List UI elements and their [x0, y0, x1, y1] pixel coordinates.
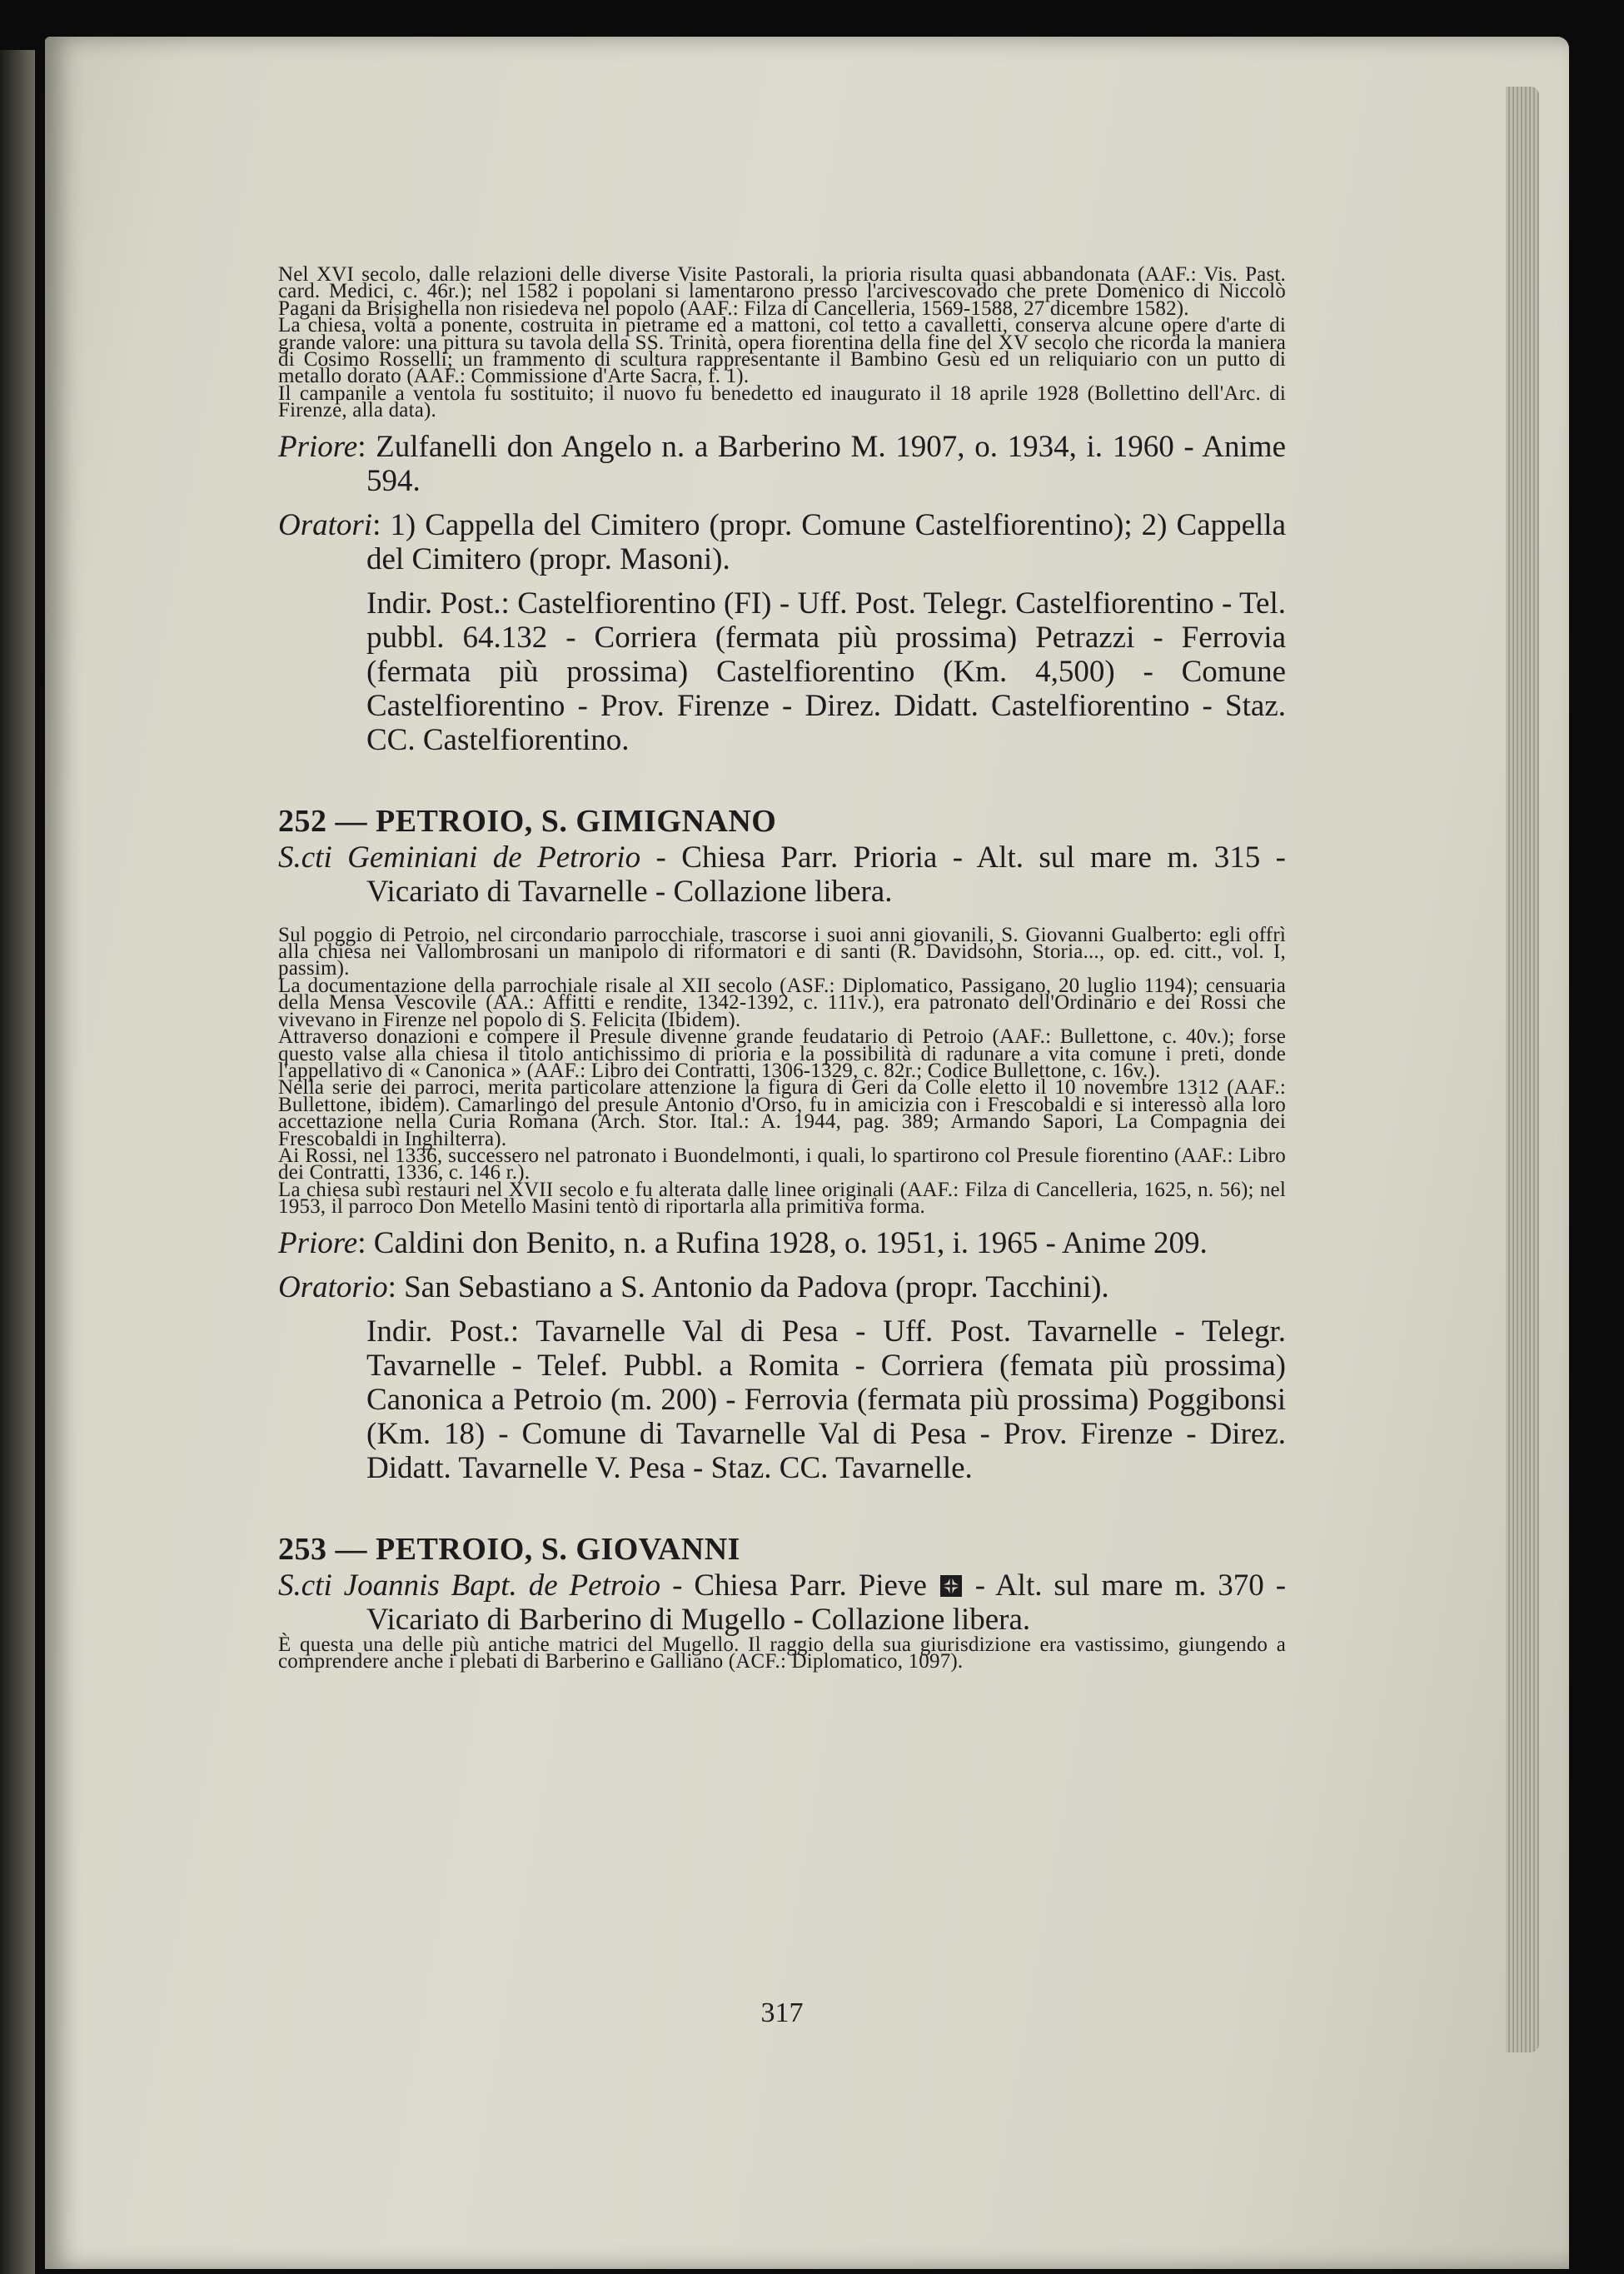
latin-name: S.cti Geminiani de Petrorio: [278, 840, 641, 875]
oratorio-text: San Sebastiano a S. Antonio da Padova (propr. Tacchini).: [404, 1269, 1109, 1304]
note-paragraph: La chiesa, volta a ponente, costruita in pietrame ed a mattoni, col tetto a cavalletti, conserva alcune opere d'arte di grande valore: una pittura su tavola della SS. Trinità, opera fiorentina della fine del XV secolo che ricorda la maniera di Cosimo Rosselli; un frammento di scultura rappresentante il Bambino Gesù ed un reliquiario con un putto di metallo dorato (AAF.: Commissione d'Arte Sacra, f. 1).: [278, 314, 1286, 388]
page-content: [278, 263, 1287, 2028]
note-paragraph: Nel XVI secolo, dalle relazioni delle diverse Visite Pastorali, la prioria risulta quasi abbandonata (AAF.: Vis. Past. card. Medici, c. 46r.); nel 1582 i popolani si lamentarono presso l'arcivescovado che prete Domenico di Niccolò Pagani da Brisighella non risiedeva nel popolo (AAF.: Filza di Cancelleria, 1569-1588, 27 dicembre 1582).: [278, 263, 1286, 320]
indirizzo-postale: Indir. Post.: Tavarnelle Val di Pesa - Uff. Post. Tavarnelle - Telegr. Tavarnelle - Telef. Pubbl. a Romita - Corriera (femata più prossima) Canonica a Petroio (m. 200) - Ferrovia (fermata più prossima) Poggibonsi (Km. 18) - Comune di Tavarnelle Val di Pesa - Prov. Firenze - Direz. Didatt. Tavarnelle V. Pesa - Staz. CC. Tavarnelle.: [366, 1314, 1286, 1485]
note-paragraph: Nella serie dei parroci, merita particolare attenzione la figura di Geri da Colle eletto il 10 novembre 1312 (AAF.: Bullettone, ibidem). Camarlingo del presule Antonio d'Orso, fu in amicizia con i Frescobaldi e si interessò alla loro accettazione nella Curia Romana (Arch. Stor. Ital.: A. 1944, pag. 389; Armando Sapori, La Compagnia dei Frescobaldi in Inghilterra).: [278, 1076, 1286, 1150]
entry-253-description: [278, 1568, 1286, 1637]
entry-253-heading: 253 — PETROIO, S. GIOVANNI: [278, 1531, 740, 1567]
note-paragraph: Attraverso donazioni e compere il Presule divenne grande feudatario di Petroio (AAF.: Bullettone, c. 40v.); forse questo valse alla chiesa il titolo antichissimo di prioria e la possibilità di radunare a vita comune i preti, donde l'appellativo di « Canonica » (AAF.: Libro dei Contratti, 1306-1329, c. 82r.; Codice Bullettone, c. 16v.).: [278, 1025, 1286, 1082]
priore-label: Priore: [278, 1225, 358, 1260]
page-stack-edge: [1506, 87, 1539, 2052]
oratori-label: Oratori: [278, 507, 373, 542]
priore-label: Priore: [278, 429, 358, 464]
description-text-b: - Alt. sul mare m. 370 - Vicariato di Barberino di Mugello - Collazione libera.: [366, 1568, 1287, 1637]
description-text-a: - Chiesa Parr. Pieve: [672, 1568, 927, 1603]
left-page-edge: [0, 50, 35, 2274]
oratori-text: 1) Cappella del Cimitero (propr. Comune Castelfiorentino); 2) Cappella del Cimitero (propr. Masoni).: [366, 507, 1287, 576]
note-paragraph: Ai Rossi, nel 1336, successero nel patronato i Buondelmonti, i quali, lo spartirono col Presule fiorentino (AAF.: Libro dei Contratti, 1336, c. 146 r.).: [278, 1144, 1286, 1184]
entry-252-heading: 252 — PETROIO, S. GIMIGNANO: [278, 803, 777, 839]
note-paragraph: Il campanile a ventola fu sostituito; il nuovo fu benedetto ed inaugurato il 18 aprile 1928 (Bollettino dell'Arc. di Firenze, alla data).: [278, 381, 1286, 422]
oratori-line: Oratori: 1) Cappella del Cimitero (propr. Comune Castelfiorentino); 2) Cappella del Cimitero (propr. Masoni).: [278, 507, 1287, 576]
oratorio-line: Oratorio: San Sebastiano a S. Antonio da Padova (propr. Tacchini).: [278, 1269, 1109, 1304]
entry-251-notes: [278, 263, 1286, 422]
pieve-cross-icon: [939, 1573, 964, 1598]
indirizzo-postale: Indir. Post.: Castelfiorentino (FI) - Uff. Post. Telegr. Castelfiorentino - Tel. pubbl. 64.132 - Corriera (fermata più prossima) Petrazzi - Ferrovia (fermata più prossima) Castelfiorentino (Km. 4,500) - Comune Castelfiorentino - Prov. Firenze - Direz. Didatt. Castelfiorentino - Staz. CC. Castelfiorentino.: [366, 586, 1286, 757]
priore-line: Priore: Zulfanelli don Angelo n. a Barberino M. 1907, o. 1934, i. 1960 - Anime 594.: [278, 429, 1286, 498]
entry-253-notes: [278, 1633, 1286, 1673]
note-paragraph: La documentazione della parrochiale risale al XII secolo (ASF.: Diplomatico, Passigano, 20 luglio 1194); censuaria della Mensa Vescovile (AA.: Affitti e rendite, 1342-1392, c. 111v.), era patronato dell'Ordinario e dei Rossi che vivevano in Firenze nel popolo di S. Felicita (Ibidem).: [278, 974, 1286, 1031]
priore-text: Caldini don Benito, n. a Rufina 1928, o. 1951, i. 1965 - Anime 209.: [373, 1225, 1208, 1260]
note-paragraph: La chiesa subì restauri nel XVII secolo e fu alterata dalle linee originali (AAF.: Filza di Cancelleria, 1625, n. 56); nel 1953, il parroco Don Metello Masini tentò di riportarla alla primitiva forma.: [278, 1178, 1286, 1219]
priore-text: Zulfanelli don Angelo n. a Barberino M. 1907, o. 1934, i. 1960 - Anime 594.: [366, 429, 1286, 498]
page-number: 317: [760, 1997, 804, 2028]
oratorio-label: Oratorio: [278, 1269, 388, 1304]
entry-252-notes: [278, 923, 1286, 1219]
note-paragraph: È questa una delle più antiche matrici del Mugello. Il raggio della sua giurisdizione era vastissimo, giungendo a comprendere anche i plebati di Barberino e Galliano (ACF.: Diplomatico, 1097).: [278, 1633, 1286, 1673]
latin-name: S.cti Joannis Bapt. de Petroio: [278, 1568, 661, 1603]
description-text: - Chiesa Parr. Prioria - Alt. sul mare m. 315 - Vicariato di Tavarnelle - Collazione libera.: [366, 840, 1287, 909]
priore-line: Priore: Caldini don Benito, n. a Rufina 1928, o. 1951, i. 1965 - Anime 209.: [278, 1225, 1208, 1260]
entry-252-description: [278, 840, 1286, 909]
note-paragraph: Sul poggio di Petroio, nel circondario parrocchiale, trascorse i suoi anni giovanili, S. Giovanni Gualberto: egli offrì alla chiesa nei Vallombrosani un manipolo di riformatori e di santi (R. Davidsohn, Storia..., op. ed. citt., vol. I, passim).: [278, 923, 1286, 980]
